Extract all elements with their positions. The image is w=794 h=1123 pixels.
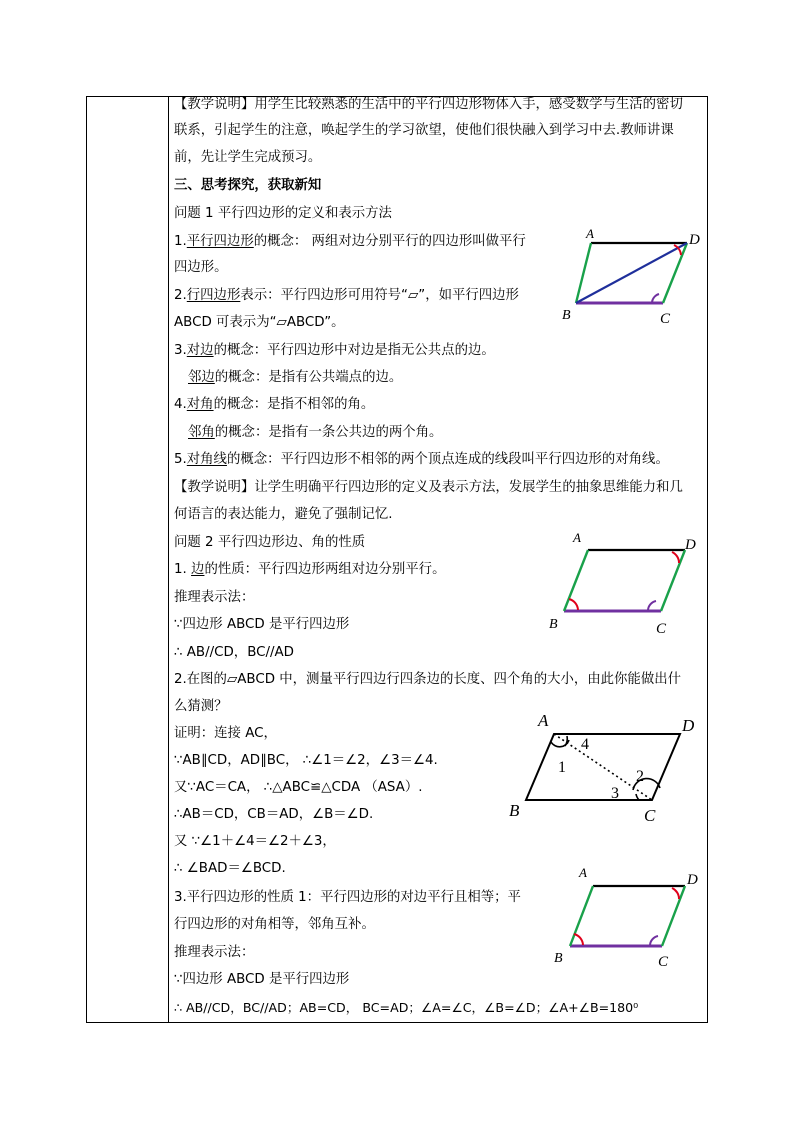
label-c: C — [644, 806, 656, 825]
problem1-title: 问题 1 平行四边形的定义和表示方法 — [174, 206, 392, 221]
diagonal-bd — [576, 243, 687, 303]
label-a: A — [586, 226, 594, 241]
angle-mark-c — [652, 294, 659, 302]
side-ab — [564, 550, 588, 611]
table-column-divider — [168, 96, 169, 1023]
angle-mark-d — [672, 552, 679, 563]
label-a: A — [538, 711, 549, 730]
angle-mark-c — [648, 601, 656, 610]
teaching-note-2-line2: 何语言的表达能力，避免了强制记忆. — [174, 507, 393, 522]
angle-mark-c — [650, 936, 658, 945]
label-a: A — [573, 530, 581, 545]
label-c: C — [656, 621, 667, 637]
opp-side-text: 的概念：平行四边形中对边是指无公共点的边。 — [213, 343, 495, 358]
side-cd — [663, 243, 687, 303]
opp-angle-prefix: 4. — [174, 397, 187, 412]
proof-line-5: 又 ∵∠1＋∠4＝∠2＋∠3， — [174, 834, 336, 849]
property1-line2: 行四边形的对角相等，邻角互补。 — [174, 917, 375, 932]
label-d: D — [685, 537, 696, 553]
def-term: 平行四边形 — [186, 234, 254, 249]
because-line-2: ∵四边形 ABCD 是平行四边形 — [174, 972, 350, 987]
label-c: C — [660, 311, 671, 326]
teaching-note-2-line1: 【教学说明】让学生明确平行四边形的定义及表示方法，发展学生的抽象思维能力和几 — [174, 480, 683, 495]
def-prefix: 1. — [174, 234, 187, 249]
parallelogram-outline — [526, 734, 680, 800]
question2-line2: 么猜测？ — [174, 699, 228, 714]
side-ab — [576, 243, 591, 303]
proof-line-6: ∴ ∠BAD＝∠BCD. — [174, 861, 286, 876]
diag-term: 对角线 — [186, 452, 227, 467]
because-line-1: ∵四边形 ABCD 是平行四边形 — [174, 617, 350, 632]
teaching-note-1-line1: 【教学说明】用学生比较熟悉的生活中的平行四边形物体入手，感受数学与生活的密切 — [174, 97, 683, 112]
parallelogram-figure-2 — [545, 525, 715, 640]
label-d: D — [689, 232, 700, 248]
teaching-note-1-line3: 前，先让学生完成预习。 — [174, 150, 322, 165]
angle-label-3: 3 — [611, 785, 619, 802]
parallelogram-figure-1 — [555, 222, 715, 326]
angle-mark-d — [672, 888, 679, 899]
side-cd — [662, 886, 685, 946]
proof-line-3: 又∵AC＝CA， ∴△ABC≌△CDA （ASA）. — [174, 780, 423, 795]
reasoning-label-1: 推理表示法： — [174, 590, 255, 605]
angle-label-1: 1 — [558, 759, 566, 776]
label-c: C — [658, 954, 669, 970]
def-text: 的概念： 两组对边分别平行的四边形叫做平行 — [253, 234, 526, 249]
parallelogram-figure-3 — [550, 862, 715, 972]
label-d: D — [682, 716, 695, 735]
definition-line — [174, 233, 526, 251]
notation-prefix: 2. — [174, 288, 187, 303]
definition-line2: 四边形。 — [174, 260, 228, 275]
adjacent-angle-line — [188, 424, 442, 442]
opp-angle-text: 的概念：是指不相邻的角。 — [213, 397, 375, 412]
angle-mark-b — [574, 934, 583, 945]
label-b: B — [554, 951, 563, 966]
label-b: B — [562, 308, 571, 323]
notation-text: 表示：平行四边形可用符号“▱”，如平行四边形 — [240, 288, 519, 303]
proof-line-1: 证明：连接 AC， — [174, 726, 277, 741]
opp-angle-term: 对角 — [186, 397, 214, 412]
section-heading: 三、思考探究，获取新知 — [174, 178, 322, 193]
adj-angle-text: 的概念：是指有一条公共边的两个角。 — [214, 425, 443, 440]
notation-line — [174, 287, 519, 305]
opposite-angle-line — [174, 396, 374, 414]
side-text: 的性质：平行四边形两组对边分别平行。 — [204, 562, 446, 577]
reasoning-label-2: 推理表示法： — [174, 945, 255, 960]
diag-prefix: 5. — [174, 452, 187, 467]
diagonal-ac — [554, 734, 652, 800]
opposite-side-line — [174, 342, 495, 360]
property1-line1: 3.平行四边形的性质 1：平行四边形的对边平行且相等；平 — [174, 890, 521, 905]
opp-side-prefix: 3. — [174, 343, 187, 358]
question2-line1: 2.在图的▱ABCD 中，测量平行四边行四条边的长度、四个角的大小，由此你能做出什 — [174, 672, 681, 687]
therefore-line-2: ∴ AB//CD，BC//AD；AB=CD， BC=AD；∠A=∠C，∠B=∠D；∠A+∠B=180⁰ — [174, 1000, 639, 1015]
opp-side-term: 对边 — [186, 343, 214, 358]
side-prefix: 1. — [174, 562, 192, 577]
adj-angle-term: 邻角 — [188, 425, 215, 440]
adjacent-side-line — [188, 369, 402, 387]
adj-side-text: 的概念：是指有公共端点的边。 — [214, 370, 403, 385]
side-property-line — [174, 561, 445, 579]
notation-line2: ABCD 可表示为“▱ABCD”。 — [174, 315, 345, 330]
proof-line-2: ∵AB∥CD，AD∥BC， ∴∠1＝∠2，∠3＝∠4. — [174, 753, 438, 768]
angle-label-2: 2 — [636, 768, 644, 785]
side-ab — [570, 886, 593, 946]
proof-line-4: ∴AB＝CD，CB＝AD，∠B＝∠D. — [174, 807, 374, 822]
diag-text: 的概念：平行四边形不相邻的两个顶点连成的线段叫平行四边形的对角线。 — [226, 452, 669, 467]
side-term: 边 — [191, 562, 205, 577]
proof-parallelogram-figure — [505, 708, 715, 826]
side-cd — [661, 550, 685, 611]
problem2-title: 问题 2 平行四边形边、角的性质 — [174, 535, 366, 550]
notation-term: 行四边形 — [186, 288, 241, 303]
label-b: B — [509, 801, 520, 820]
label-d: D — [687, 872, 698, 888]
teaching-note-1-line2: 联系，引起学生的注意，唤起学生的学习欲望，使他们很快融入到学习中去.教师讲课 — [174, 123, 674, 138]
therefore-line-1: ∴ AB//CD，BC//AD — [174, 645, 294, 660]
adj-side-term: 邻边 — [188, 370, 215, 385]
label-a: A — [579, 865, 587, 880]
diagonal-line — [174, 451, 669, 469]
label-b: B — [549, 617, 558, 632]
angle-label-4: 4 — [581, 736, 589, 753]
angle-mark-b — [569, 599, 578, 610]
